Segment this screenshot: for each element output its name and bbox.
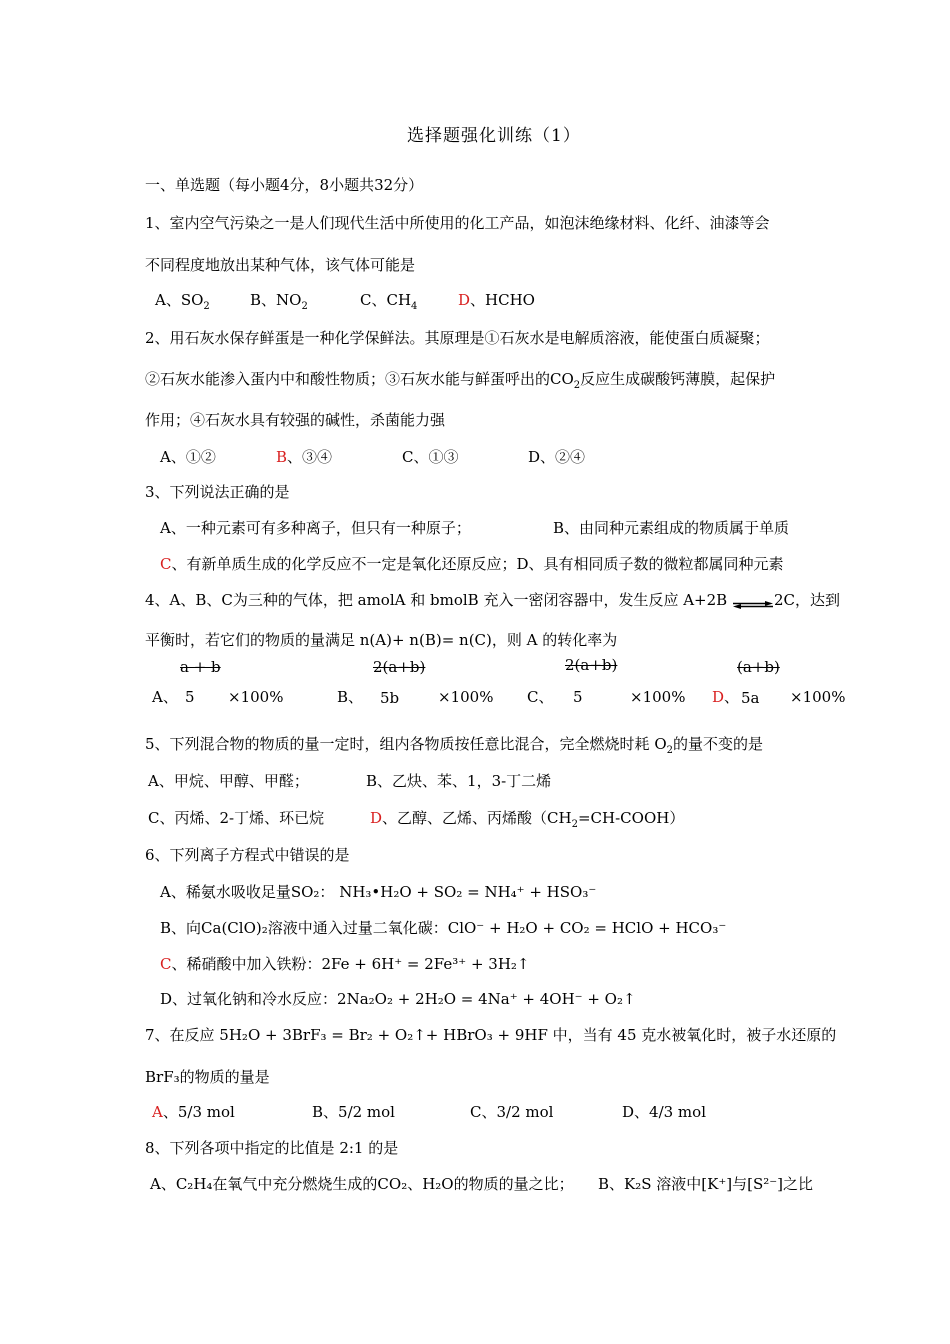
question-7-text-line-2: BrF₃的物质的量是 bbox=[145, 1068, 270, 1086]
question-6-option-a: A、稀氨水吸收足量SO₂： NH₃•H₂O + SO₂ = NH₄⁺ + HSO₃⁻ bbox=[160, 883, 597, 901]
answer-marker: B bbox=[276, 448, 288, 466]
question-2-option-d: D、②④ bbox=[528, 448, 586, 466]
question-2-text-line-2: ②石灰水能渗入蛋内中和酸性物质；③石灰水能与鲜蛋呼出的$CO_2$反应生成碳酸钙薄膜，起保护 bbox=[145, 370, 776, 391]
question-7-text-line-1: 7、在反应 5H₂O + 3BrF₃ = Br₂ + O₂↑+ HBrO₃ + 9HF 中，当有 45 克水被氧化时，被子水还原的 bbox=[145, 1026, 837, 1044]
option-label: C、 bbox=[527, 688, 554, 706]
option-label: A、 bbox=[152, 688, 178, 706]
question-3-text: 3、下列说法正确的是 bbox=[145, 483, 290, 501]
question-2-option-b: B、③④ bbox=[276, 448, 333, 466]
question-1-option-c: C、$CH_4$ bbox=[360, 291, 418, 312]
question-7-option-c: C、3/2 mol bbox=[470, 1103, 554, 1121]
question-7-option-a: A、5/3 mol bbox=[152, 1103, 235, 1121]
answer-marker: D bbox=[712, 688, 725, 706]
question-3-option-a: A、一种元素可有多种离子，但只有一种原子； bbox=[160, 519, 471, 537]
question-6-option-c: C、稀硝酸中加入铁粉：2Fe + 6H⁺ = 2Fe³⁺ + 3H₂↑ bbox=[160, 955, 530, 973]
question-4-text-line-2: 平衡时，若它们的物质的量满足 n(A)+ n(B)= n(C)，则 A 的转化率为 bbox=[145, 631, 618, 649]
question-8-option-a: A、C₂H₄在氧气中充分燃烧生成的CO₂、H₂O的物质的量之比； bbox=[150, 1175, 574, 1193]
fraction-denominator: 5a bbox=[741, 689, 760, 707]
question-2-option-a: A、①② bbox=[160, 448, 216, 466]
question-2-text-line-3: 作用；④石灰水具有较强的碱性，杀菌能力强 bbox=[145, 411, 446, 429]
question-6-option-b: B、向Ca(ClO)₂溶液中通入过量二氧化碳：ClO⁻ + H₂O + CO₂ = HClO + HCO₃⁻ bbox=[160, 919, 727, 937]
question-1-option-b: B、$NO_2$ bbox=[250, 291, 308, 312]
question-7-option-d: D、4/3 mol bbox=[622, 1103, 706, 1121]
question-8-text: 8、下列各项中指定的比值是 2:1 的是 bbox=[145, 1139, 399, 1157]
fraction-numerator: (a+b) bbox=[737, 658, 780, 676]
question-1-text-line-1: 1、室内空气污染之一是人们现代生活中所使用的化工产品，如泡沫绝缘材料、化纤、油漆等会 bbox=[145, 214, 770, 232]
question-2-text-line-1: 2、用石灰水保存鲜蛋是一种化学保鲜法。其原理是①石灰水是电解质溶液，能使蛋白质凝聚； bbox=[145, 329, 770, 347]
question-7-option-b: B、5/2 mol bbox=[312, 1103, 395, 1121]
fraction-numerator: a + b bbox=[180, 658, 221, 676]
section-heading: 一、单选题（每小题4分，8小题共32分） bbox=[145, 176, 424, 194]
question-4-text-line-1: 4、A、B、C为三种的气体，把 amolA 和 bmolB 充入一密闭容器中，发生反应 A+2B 2C，达到 bbox=[145, 591, 841, 609]
question-6-text: 6、下列离子方程式中错误的是 bbox=[145, 846, 350, 864]
answer-marker: C bbox=[160, 955, 172, 973]
percent-factor: ×100% bbox=[790, 688, 846, 706]
question-5-option-c: C、丙烯、2-丁烯、环已烷 bbox=[148, 809, 325, 827]
page-title: 选择题强化训练（1） bbox=[407, 126, 581, 146]
question-8-option-b: B、K₂S 溶液中[K⁺]与[S²⁻]之比 bbox=[598, 1175, 814, 1193]
question-6-option-d: D、过氧化钠和冷水反应：2Na₂O₂ + 2H₂O = 4Na⁺ + 4OH⁻ + O₂↑ bbox=[160, 990, 636, 1008]
fraction-numerator: 2(a+b) bbox=[373, 658, 426, 676]
answer-marker: D bbox=[458, 291, 471, 309]
fraction-denominator: 5 bbox=[185, 688, 195, 706]
answer-marker: D bbox=[370, 809, 383, 827]
percent-factor: ×100% bbox=[630, 688, 686, 706]
percent-factor: ×100% bbox=[438, 688, 494, 706]
question-1-text-line-2: 不同程度地放出某种气体，该气体可能是 bbox=[145, 256, 416, 274]
fraction-numerator: 2(a+b) bbox=[565, 656, 618, 674]
question-5-option-a: A、甲烷、甲醇、甲醛； bbox=[148, 772, 309, 790]
question-5-option-d: D、乙醇、乙烯、丙烯酸$(CH_2=CH-COOH)$ bbox=[370, 809, 685, 830]
reversible-arrow-icon bbox=[732, 597, 774, 605]
question-3-option-b: B、由同种元素组成的物质属于单质 bbox=[553, 519, 790, 537]
question-5-text: 5、下列混合物的物质的量一定时，组内各物质按任意比混合，完全燃烧时耗 $O_2$的量不变的是 bbox=[145, 735, 764, 756]
option-label: D、 bbox=[712, 688, 740, 706]
question-1-option-a: A、$SO_2$ bbox=[155, 291, 210, 312]
fraction-denominator: 5b bbox=[380, 689, 400, 707]
percent-factor: ×100% bbox=[228, 688, 284, 706]
option-label: B、 bbox=[337, 688, 364, 706]
fraction-denominator: 5 bbox=[573, 688, 583, 706]
question-2-option-c: C、①③ bbox=[402, 448, 459, 466]
answer-marker: C bbox=[160, 555, 172, 573]
question-3-options-c-d: C、有新单质生成的化学反应不一定是氧化还原反应；D、具有相同质子数的微粒都属同种元素 bbox=[160, 555, 784, 573]
question-5-option-b: B、乙炔、苯、1，3-丁二烯 bbox=[366, 772, 552, 790]
answer-marker: A bbox=[152, 1103, 163, 1121]
question-1-option-d: D、HCHO bbox=[458, 291, 535, 309]
